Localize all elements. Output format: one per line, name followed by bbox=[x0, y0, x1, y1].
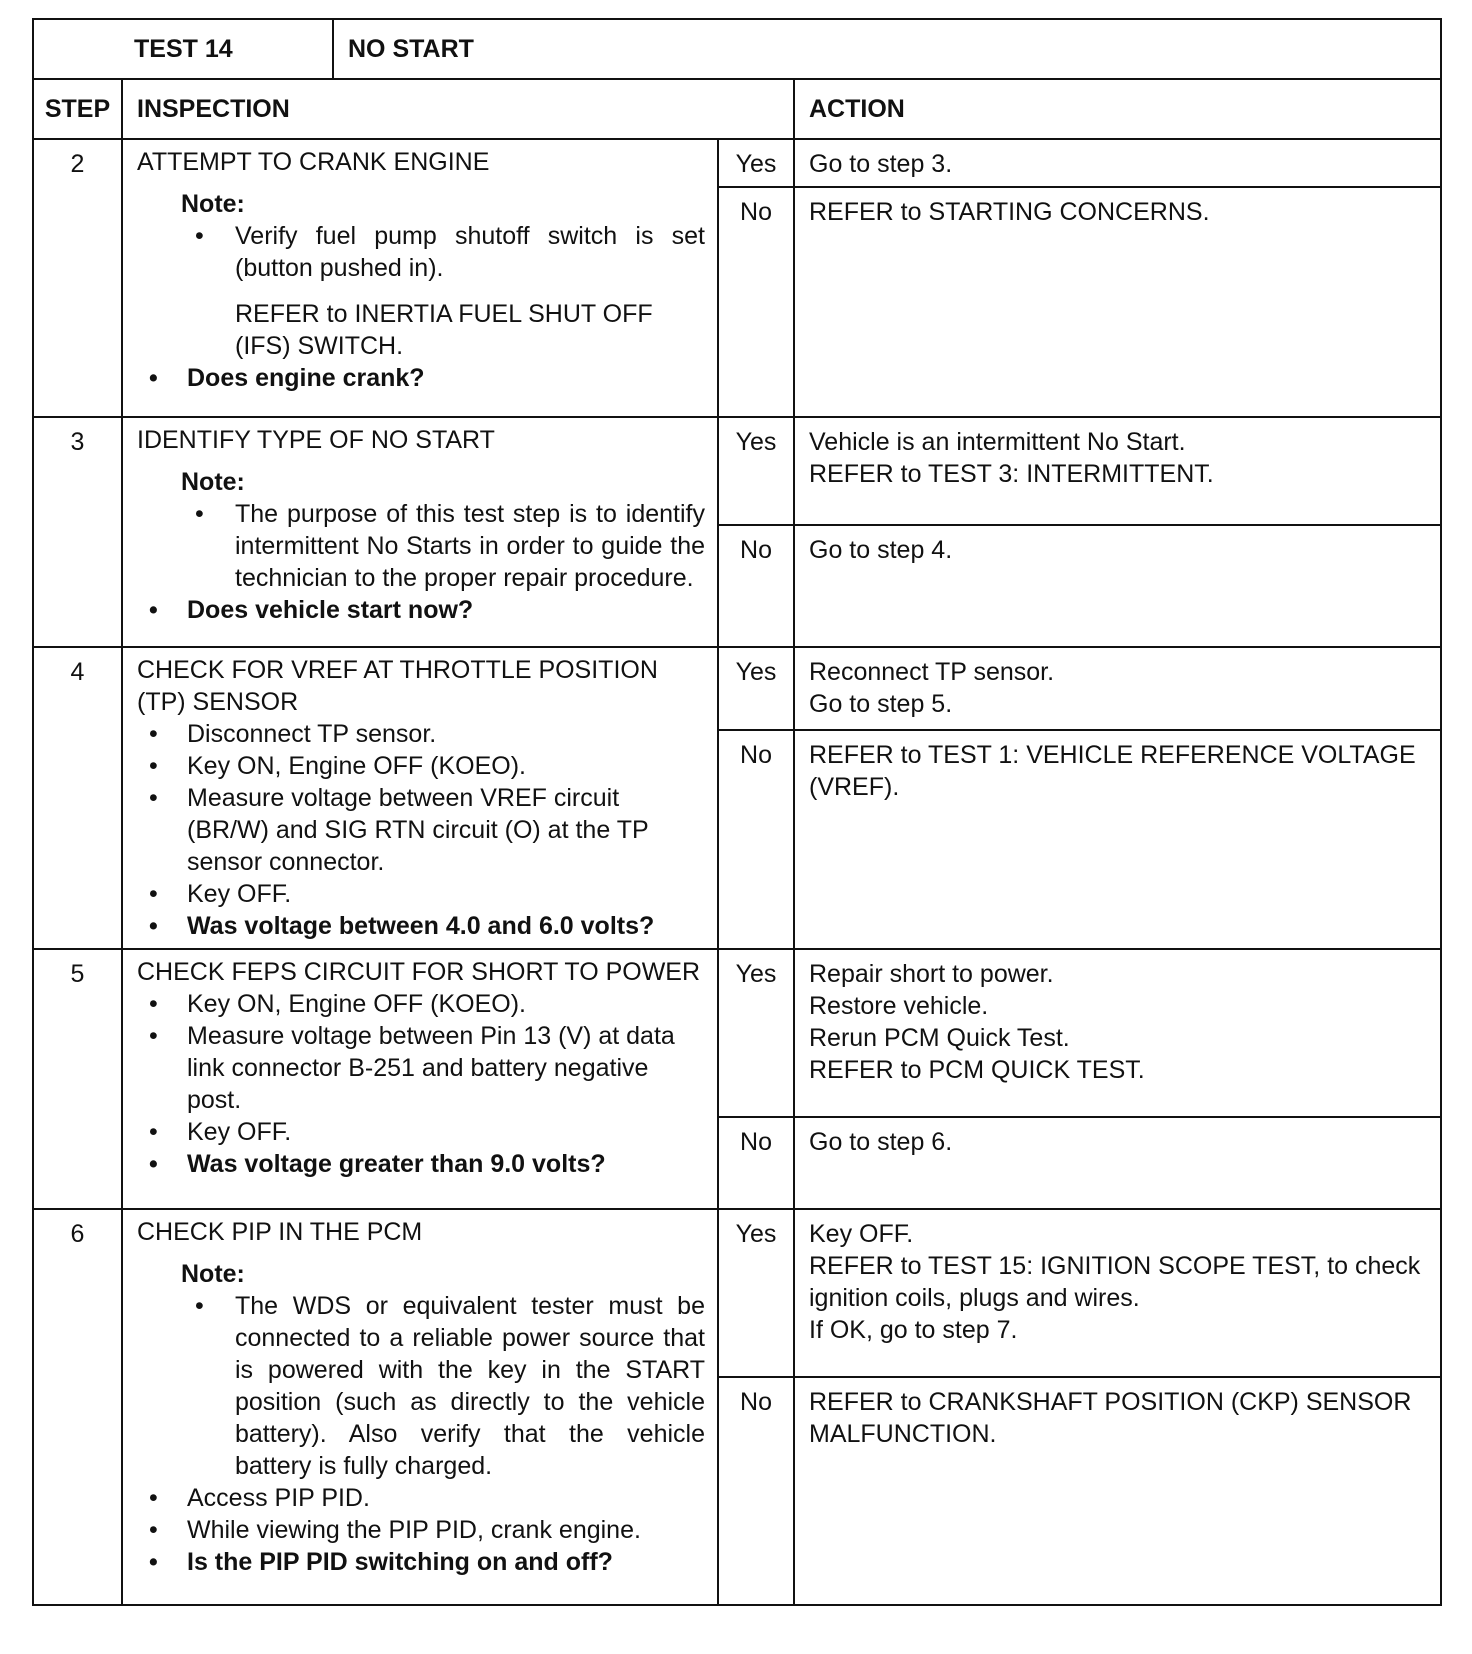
instruction-item: • Key OFF. bbox=[137, 1116, 705, 1148]
action-line: Vehicle is an intermittent No Start. bbox=[809, 428, 1186, 456]
step-number: 5 bbox=[33, 949, 122, 1209]
question-list bbox=[137, 594, 705, 626]
instruction-item: • Disconnect TP sensor. bbox=[137, 718, 705, 750]
yes-label: Yes bbox=[718, 139, 794, 187]
action-line: REFER to STARTING CONCERNS. bbox=[809, 198, 1210, 226]
question: • Does engine crank? bbox=[137, 362, 705, 394]
inspection-column-header: INSPECTION bbox=[122, 79, 794, 139]
step-row bbox=[33, 139, 1441, 187]
step-row bbox=[33, 949, 1441, 1117]
note-item: • Verify fuel pump shutoff switch is set (button pushed in). bbox=[137, 220, 705, 284]
inspection-title: CHECK FOR VREF AT THROTTLE POSITION (TP) SENSOR bbox=[137, 656, 658, 716]
step-row bbox=[33, 647, 1441, 730]
action-line: Go to step 6. bbox=[809, 1128, 953, 1156]
no-label: No bbox=[718, 525, 794, 647]
note-reference: REFER to INERTIA FUEL SHUT OFF (IFS) SWITCH. bbox=[235, 300, 653, 360]
test-table bbox=[32, 18, 1442, 1606]
note-list bbox=[137, 498, 705, 594]
instruction-list bbox=[137, 988, 705, 1180]
action-column-header: ACTION bbox=[794, 79, 1441, 139]
action-line: Reconnect TP sensor. bbox=[809, 658, 1055, 686]
note-item: • The WDS or equivalent tester must be connected to a reliable power source that is powered with the key in the START position (such as directly to the vehicle battery). Also verify that the vehicle battery is fully charged. bbox=[137, 1290, 705, 1482]
step-number: 2 bbox=[33, 139, 122, 417]
column-header-row bbox=[33, 79, 1441, 139]
inspection-cell bbox=[122, 1209, 718, 1605]
action-line: Repair short to power. bbox=[809, 960, 1054, 988]
note-list bbox=[137, 220, 705, 284]
action-line: Go to step 3. bbox=[809, 150, 953, 178]
step-row bbox=[33, 417, 1441, 525]
instruction-item: • Measure voltage between Pin 13 (V) at data link connector B-251 and battery negative post. bbox=[137, 1020, 705, 1116]
no-action bbox=[794, 730, 1441, 949]
action-line: Go to step 4. bbox=[809, 536, 953, 564]
no-label: No bbox=[718, 1117, 794, 1209]
yes-label: Yes bbox=[718, 647, 794, 730]
action-line: REFER to TEST 15: IGNITION SCOPE TEST, to check ignition coils, plugs and wires. bbox=[809, 1252, 1421, 1312]
inspection-title: CHECK PIP IN THE PCM bbox=[137, 1218, 423, 1246]
note-list bbox=[137, 1290, 705, 1482]
inspection-cell bbox=[122, 139, 718, 417]
inspection-title: ATTEMPT TO CRANK ENGINE bbox=[137, 148, 490, 176]
inspection-title: IDENTIFY TYPE OF NO START bbox=[137, 426, 495, 454]
inspection-title: CHECK FEPS CIRCUIT FOR SHORT TO POWER bbox=[137, 958, 701, 986]
note-item: • The purpose of this test step is to identify intermittent No Starts in order to guide the technician to the proper repair procedure. bbox=[137, 498, 705, 594]
test-title-row bbox=[33, 19, 1441, 79]
question: • Does vehicle start now? bbox=[137, 594, 705, 626]
instruction-item: • Key ON, Engine OFF (KOEO). bbox=[137, 988, 705, 1020]
yes-label: Yes bbox=[718, 1209, 794, 1377]
instruction-list bbox=[137, 718, 705, 942]
instruction-item: • Access PIP PID. bbox=[137, 1482, 705, 1514]
no-label: No bbox=[718, 1377, 794, 1605]
action-line: Rerun PCM Quick Test. bbox=[809, 1024, 1070, 1052]
no-label: No bbox=[718, 730, 794, 949]
action-line: Go to step 5. bbox=[809, 690, 953, 718]
procedure-table bbox=[32, 18, 1440, 1606]
question-list bbox=[137, 362, 705, 394]
inspection-cell bbox=[122, 949, 718, 1209]
instruction-item: • While viewing the PIP PID, crank engine. bbox=[137, 1514, 705, 1546]
step-number: 4 bbox=[33, 647, 122, 949]
test-name: NO START bbox=[333, 19, 1441, 79]
test-label: TEST 14 bbox=[33, 19, 333, 79]
no-action bbox=[794, 1117, 1441, 1209]
yes-action bbox=[794, 417, 1441, 525]
action-line: REFER to TEST 1: VEHICLE REFERENCE VOLTAGE (VREF). bbox=[809, 740, 1416, 801]
step-number: 6 bbox=[33, 1209, 122, 1605]
yes-action bbox=[794, 949, 1441, 1117]
action-line: REFER to PCM QUICK TEST. bbox=[809, 1056, 1145, 1084]
step-row bbox=[33, 1209, 1441, 1377]
no-action bbox=[794, 1377, 1441, 1605]
instruction-list bbox=[137, 1482, 705, 1578]
step-column-header: STEP bbox=[33, 79, 122, 139]
note-label: Note: bbox=[181, 468, 245, 496]
action-line: Key OFF. bbox=[809, 1220, 914, 1248]
yes-action bbox=[794, 647, 1441, 730]
action-line: Restore vehicle. bbox=[809, 992, 989, 1020]
step-number: 3 bbox=[33, 417, 122, 647]
note-label: Note: bbox=[181, 190, 245, 218]
yes-label: Yes bbox=[718, 417, 794, 525]
question: • Is the PIP PID switching on and off? bbox=[137, 1546, 705, 1578]
yes-action bbox=[794, 139, 1441, 187]
yes-action bbox=[794, 1209, 1441, 1377]
instruction-item: • Measure voltage between VREF circuit (BR/W) and SIG RTN circuit (O) at the TP sensor connector. bbox=[137, 782, 705, 878]
no-label: No bbox=[718, 187, 794, 417]
no-action bbox=[794, 187, 1441, 417]
action-line: REFER to TEST 3: INTERMITTENT. bbox=[809, 460, 1214, 488]
inspection-cell bbox=[122, 417, 718, 647]
inspection-cell bbox=[122, 647, 718, 949]
question: • Was voltage between 4.0 and 6.0 volts? bbox=[137, 910, 705, 942]
instruction-item: • Key OFF. bbox=[137, 878, 705, 910]
action-line: If OK, go to step 7. bbox=[809, 1316, 1018, 1344]
action-line: REFER to CRANKSHAFT POSITION (CKP) SENSOR MALFUNCTION. bbox=[809, 1388, 1412, 1448]
question: • Was voltage greater than 9.0 volts? bbox=[137, 1148, 705, 1180]
note-label: Note: bbox=[181, 1260, 245, 1288]
no-action bbox=[794, 525, 1441, 647]
yes-label: Yes bbox=[718, 949, 794, 1117]
instruction-item: • Key ON, Engine OFF (KOEO). bbox=[137, 750, 705, 782]
